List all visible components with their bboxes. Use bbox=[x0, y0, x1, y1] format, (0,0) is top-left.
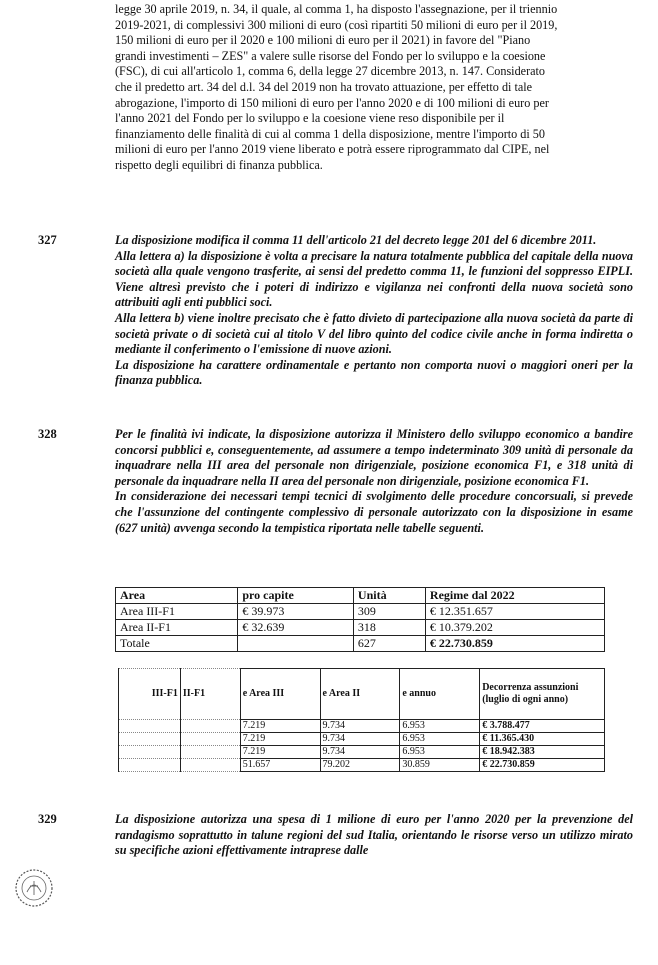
section-paragraph: La disposizione modifica il comma 11 dell'articolo 21 del decreto legge 201 del 6 dicembre 2011. bbox=[115, 233, 597, 247]
intro-line: che il predetto art. 34 del d.l. 34 del 2019 non ha trovato attuazione, per effetto di tale bbox=[115, 79, 533, 94]
intro-line: abrogazione, l'importo di 150 milioni di euro per l'anno 2020 e di 100 milioni di euro per bbox=[115, 95, 549, 110]
table-row bbox=[116, 620, 605, 636]
section-329-text bbox=[115, 812, 633, 859]
table-cell: 7.219 bbox=[240, 720, 320, 733]
table-header-row bbox=[119, 669, 605, 720]
table-cell bbox=[238, 636, 354, 652]
table-cell: Area III-F1 bbox=[116, 604, 238, 620]
table-cell: Area II-F1 bbox=[116, 620, 238, 636]
table-cell bbox=[180, 733, 240, 746]
section-paragraph: Alla lettera b) viene inoltre precisato che è fatto divieto di partecipazione alla nuova società da parte di società private o di società cui al titolo V del libro quinto del codice civile anche in forma indiretta o mediante il conferimento o l'emissione di nuove azioni. bbox=[115, 310, 633, 357]
table-cell: 9.734 bbox=[320, 720, 400, 733]
section-paragraph: Per le finalità ivi indicate, la disposizione autorizza il Ministero dello sviluppo economico a bandire concorsi pubblici e, conseguentemente, ad assumere a tempo indeterminato 309 unità di personale da inquadrare nella III area del personale non dirigenziale, posizione economica F1, e 318 unità di personale da inquadrare nella II area del personale non dirigenziale, posizione economica F1. bbox=[115, 427, 633, 488]
table-cell: 7.219 bbox=[240, 746, 320, 759]
table-header-cell: Regime dal 2022 bbox=[425, 588, 604, 604]
table-cell: 6.953 bbox=[400, 720, 480, 733]
table-row bbox=[119, 733, 605, 746]
table-cell: 6.953 bbox=[400, 746, 480, 759]
intro-line: (FSC), di cui all'articolo 1, comma 6, della legge 27 dicembre 2013, n. 147. Considerato bbox=[115, 64, 546, 79]
section-328-text bbox=[115, 427, 633, 536]
table-cell: € 12.351.657 bbox=[425, 604, 604, 620]
intro-line: l'anno 2021 del Fondo per lo sviluppo e la coesione viene reso disponibile per il bbox=[115, 111, 505, 126]
table-row-total bbox=[119, 759, 605, 772]
table-header-cell: e Area III bbox=[240, 669, 320, 720]
table-header-cell: Area bbox=[116, 588, 238, 604]
table-cell bbox=[180, 746, 240, 759]
official-seal-icon bbox=[14, 868, 54, 908]
intro-line: finanziamento delle finalità di cui al comma 1 della disposizione, mentre l'importo di 50 bbox=[115, 126, 545, 141]
intro-line: legge 30 aprile 2019, n. 34, il quale, al comma 1, ha disposto l'assegnazione, per il triennio bbox=[115, 2, 558, 16]
table-row bbox=[119, 746, 605, 759]
table-row-total bbox=[116, 636, 605, 652]
table-cell bbox=[119, 720, 181, 733]
table-cell: 9.734 bbox=[320, 746, 400, 759]
table-cell bbox=[119, 746, 181, 759]
table-header-cell: Decorrenza assunzioni (luglio di ogni anno) bbox=[480, 669, 605, 720]
table-header-cell: e Area II bbox=[320, 669, 400, 720]
intro-paragraph bbox=[115, 2, 633, 174]
section-paragraph: La disposizione autorizza una spesa di 1 milione di euro per l'anno 2020 per la prevenzione del randagismo soprattutto in talune regioni del sud Italia, orientando le risorse verso un utilizzo mirato su specifiche azioni effettivamente intraprese dalle bbox=[115, 812, 633, 858]
intro-line: milioni di euro per l'anno 2019 viene liberato e potrà essere riprogrammato dal CIPE, nel bbox=[115, 142, 550, 157]
intro-line: rispetto degli equilibri di finanza pubblica. bbox=[115, 157, 323, 172]
intro-line: 2019-2021, di complessivi 300 milioni di euro (così ripartiti 50 milioni di euro per il 2019, bbox=[115, 17, 558, 32]
table-cell bbox=[180, 720, 240, 733]
section-number: 327 bbox=[38, 233, 57, 247]
section-paragraph: Alla lettera a) la disposizione è volta a precisare la natura totalmente pubblica del capitale della nuova società alla quale vengono trasferite, ai sensi del predetto comma 11, le funzioni del soppresso EIPLI. Viene altresì previsto che i poteri di indirizzo e vigilanza nei confronti della nuova società sono attribuiti agli enti pubblici soci. bbox=[115, 248, 633, 310]
table-cell: 318 bbox=[353, 620, 425, 636]
table-header-cell: III-F1 bbox=[119, 669, 181, 720]
table-cell: € 22.730.859 bbox=[480, 759, 605, 772]
table-cell: € 10.379.202 bbox=[425, 620, 604, 636]
table-header-cell: Unità bbox=[353, 588, 425, 604]
table-cell bbox=[119, 733, 181, 746]
table-cell: € 18.942.383 bbox=[480, 746, 605, 759]
table-cell bbox=[119, 759, 181, 772]
table-cell bbox=[180, 759, 240, 772]
table-header-cell: II-F1 bbox=[180, 669, 240, 720]
table-cell: 79.202 bbox=[320, 759, 400, 772]
intro-line: 150 milioni di euro per il 2020 e 100 milioni di euro per il 2021) in favore del "Piano bbox=[115, 33, 531, 48]
table-cell: € 11.365.430 bbox=[480, 733, 605, 746]
table-row bbox=[116, 604, 605, 620]
section-327-text bbox=[115, 233, 633, 389]
section-number: 329 bbox=[38, 812, 57, 826]
table-cell: 51.657 bbox=[240, 759, 320, 772]
table-cell: € 3.788.477 bbox=[480, 720, 605, 733]
table-cell: € 39.973 bbox=[238, 604, 354, 620]
table-cell: € 32.639 bbox=[238, 620, 354, 636]
hiring-schedule-table bbox=[118, 668, 605, 772]
table-header-cell: pro capite bbox=[238, 588, 354, 604]
table-cell: € 22.730.859 bbox=[425, 636, 604, 652]
table-cell: 9.734 bbox=[320, 733, 400, 746]
intro-line: grandi investimenti – ZES" a valere sulle risorse del Fondo per lo sviluppo e la coesione bbox=[115, 48, 546, 63]
table-header-cell: e annuo bbox=[400, 669, 480, 720]
table-header-row bbox=[116, 588, 605, 604]
table-cell: 7.219 bbox=[240, 733, 320, 746]
table-cell: 30.859 bbox=[400, 759, 480, 772]
table-row bbox=[119, 720, 605, 733]
table-cell: 627 bbox=[353, 636, 425, 652]
table-cell: Totale bbox=[116, 636, 238, 652]
section-number: 328 bbox=[38, 427, 57, 441]
table-cell: 6.953 bbox=[400, 733, 480, 746]
section-paragraph: La disposizione ha carattere ordinamentale e pertanto non comporta nuovi o maggiori oneri per la finanza pubblica. bbox=[115, 357, 633, 388]
section-paragraph: In considerazione dei necessari tempi tecnici di svolgimento delle procedure concorsuali, si prevede che l'assunzione del contingente complessivo di personale autorizzato con la disposizione in esame (627 unità) avvenga secondo la tempistica riportata nelle tabelle seguenti. bbox=[115, 489, 633, 535]
table-cell: 309 bbox=[353, 604, 425, 620]
cost-table bbox=[115, 587, 605, 652]
